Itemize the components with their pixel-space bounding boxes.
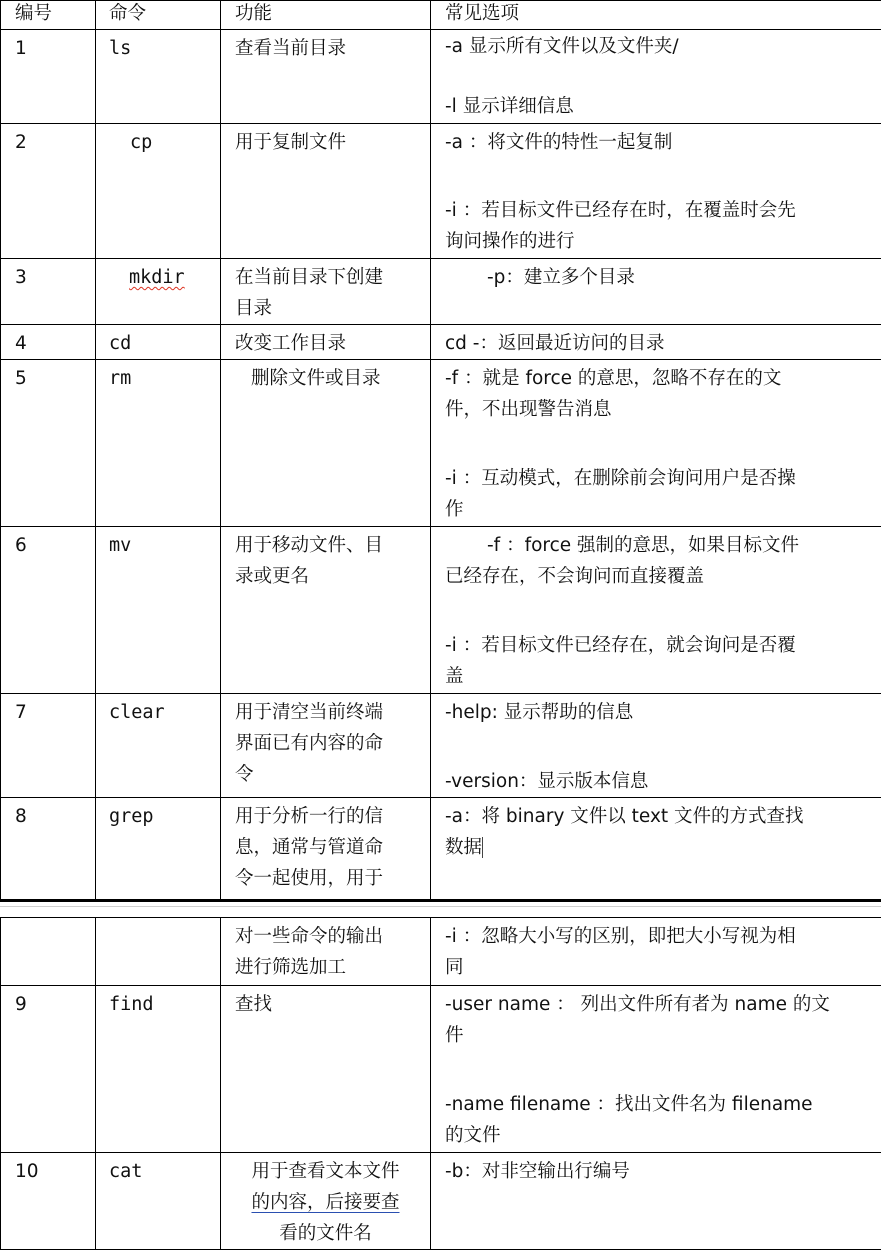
function-line: 进行筛选加工 xyxy=(235,957,347,978)
row-options xyxy=(431,986,881,1153)
row-number: 2 xyxy=(1,124,96,259)
function-line: 录或更名 xyxy=(235,566,310,587)
option-line: -a ：将文件的特性一起复制 xyxy=(445,132,673,153)
option-line: -i ：忽略大小写的区别，即把大小写视为相 xyxy=(445,926,796,947)
row-function xyxy=(221,30,431,124)
row-function xyxy=(221,124,431,259)
option-line: -b：对非空输出行编号 xyxy=(445,1161,630,1182)
row-options xyxy=(431,124,881,259)
row-options xyxy=(431,694,881,798)
row-function xyxy=(221,325,431,360)
row-function xyxy=(221,1153,431,1250)
row-command: cp xyxy=(96,124,221,259)
table-header-row xyxy=(1,1,881,30)
spellcheck-underlined-command: mkdir xyxy=(129,267,185,288)
row-number: 5 xyxy=(1,360,96,527)
row-options xyxy=(431,259,881,325)
row-command: find xyxy=(96,986,221,1153)
row-command: ls xyxy=(96,30,221,124)
option-line: -a 显示所有文件以及文件夹/ xyxy=(445,36,679,57)
row-number: 3 xyxy=(1,259,96,325)
row-command: cat xyxy=(96,1153,221,1250)
row-number: 1 xyxy=(1,30,96,124)
function-line: 用于分析一行的信 xyxy=(235,806,384,827)
option-line: cd -：返回最近访问的目录 xyxy=(445,333,665,354)
row-command xyxy=(96,259,221,325)
option-line: -user name ： 列出文件所有者为 name 的文 xyxy=(445,994,830,1015)
option-line: -a：将 binary 文件以 text 文件的方式查找 xyxy=(445,806,804,827)
row-number xyxy=(1,918,96,986)
function-line: 界面已有内容的命 xyxy=(235,733,384,754)
row-command: cd xyxy=(96,325,221,360)
option-line: -version：显示版本信息 xyxy=(445,771,649,792)
header-command: 命令 xyxy=(96,1,221,30)
table-row xyxy=(1,986,881,1153)
table-row xyxy=(1,527,881,694)
row-command: grep xyxy=(96,798,221,901)
option-line xyxy=(445,158,881,195)
function-line: 对一些命令的输出 xyxy=(235,926,384,947)
function-line: 删除文件或目录 xyxy=(251,368,381,389)
function-line xyxy=(221,1187,430,1218)
option-line: 作 xyxy=(445,499,464,520)
row-number: 10 xyxy=(1,1153,96,1250)
option-line: 盖 xyxy=(445,666,464,687)
function-line: 看的文件名 xyxy=(279,1223,372,1244)
table-row xyxy=(1,30,881,124)
function-line: 用于复制文件 xyxy=(235,132,347,153)
option-line: -i ：若目标文件已经存在时，在覆盖时会先 xyxy=(445,200,796,221)
function-line: 用于移动文件、目 xyxy=(235,535,384,556)
option-line: 已经存在，不会询问而直接覆盖 xyxy=(445,566,705,587)
row-command xyxy=(96,918,221,986)
option-line: -f ：force 强制的意思，如果目标文件 xyxy=(487,535,800,556)
function-line: 在当前目录下创建 xyxy=(235,267,384,288)
function-line: 改变工作目录 xyxy=(235,333,347,354)
function-line: 目录 xyxy=(235,298,273,319)
option-line: 件，不出现警告消息 xyxy=(445,399,612,420)
function-line: 令 xyxy=(235,764,254,785)
table-row xyxy=(1,124,881,259)
option-line xyxy=(445,728,881,766)
option-line: 件 xyxy=(445,1025,464,1046)
header-function: 功能 xyxy=(221,1,431,30)
table-row xyxy=(1,325,881,360)
row-function xyxy=(221,918,431,986)
commands-table-page-2 xyxy=(0,917,881,1250)
function-line: 查找 xyxy=(235,994,273,1015)
table-row xyxy=(1,259,881,325)
table-row xyxy=(1,798,881,901)
row-command: mv xyxy=(96,527,221,694)
row-command: rm xyxy=(96,360,221,527)
option-line xyxy=(445,832,881,863)
page-break-line xyxy=(0,906,881,907)
option-line: -l 显示详细信息 xyxy=(445,96,574,117)
row-options xyxy=(431,527,881,694)
option-line: 同 xyxy=(445,957,464,978)
table-row xyxy=(1,1153,881,1250)
row-number: 9 xyxy=(1,986,96,1153)
row-command: clear xyxy=(96,694,221,798)
row-number: 4 xyxy=(1,325,96,360)
option-line: 的文件 xyxy=(445,1125,501,1146)
option-line xyxy=(445,1051,881,1089)
function-line: 用于清空当前终端 xyxy=(235,702,384,723)
option-line: 询问操作的进行 xyxy=(445,231,575,252)
table-row xyxy=(1,694,881,798)
option-line: -f ：就是 force 的意思，忽略不存在的文 xyxy=(445,368,782,389)
option-line: -i ：若目标文件已经存在，就会询问是否覆 xyxy=(445,635,796,656)
row-options[interactable] xyxy=(431,798,881,901)
row-options xyxy=(431,360,881,527)
row-number: 7 xyxy=(1,694,96,798)
option-line xyxy=(445,592,881,630)
row-options xyxy=(431,918,881,986)
option-line: -i ：互动模式，在删除前会询问用户是否操 xyxy=(445,468,796,489)
row-function xyxy=(221,360,431,527)
row-function xyxy=(221,798,431,901)
option-line: -help: 显示帮助的信息 xyxy=(445,702,634,723)
header-options: 常见选项 xyxy=(431,1,881,30)
option-line xyxy=(445,62,881,91)
function-line: 息，通常与管道命 xyxy=(235,837,384,858)
option-line xyxy=(445,425,881,463)
function-line: 令一起使用，用于 xyxy=(235,868,384,889)
row-options xyxy=(431,325,881,360)
table-row xyxy=(1,918,881,986)
row-options xyxy=(431,1153,881,1250)
row-function xyxy=(221,986,431,1153)
function-line: 用于查看文本文件 xyxy=(251,1161,400,1182)
function-line: 查看当前目录 xyxy=(235,38,347,59)
row-function xyxy=(221,527,431,694)
header-number: 编号 xyxy=(1,1,96,30)
row-function xyxy=(221,694,431,798)
text-cursor: 数据 xyxy=(445,837,483,858)
option-line: -p：建立多个目录 xyxy=(487,267,635,288)
function-line-link-text: 的内容，后接要查 xyxy=(251,1192,400,1213)
option-line: -name filename ：找出文件名为 filename xyxy=(445,1094,813,1115)
page-break-separator xyxy=(0,895,881,905)
table-row xyxy=(1,360,881,527)
row-number: 8 xyxy=(1,798,96,901)
row-number: 6 xyxy=(1,527,96,694)
row-function xyxy=(221,259,431,325)
row-options xyxy=(431,30,881,124)
